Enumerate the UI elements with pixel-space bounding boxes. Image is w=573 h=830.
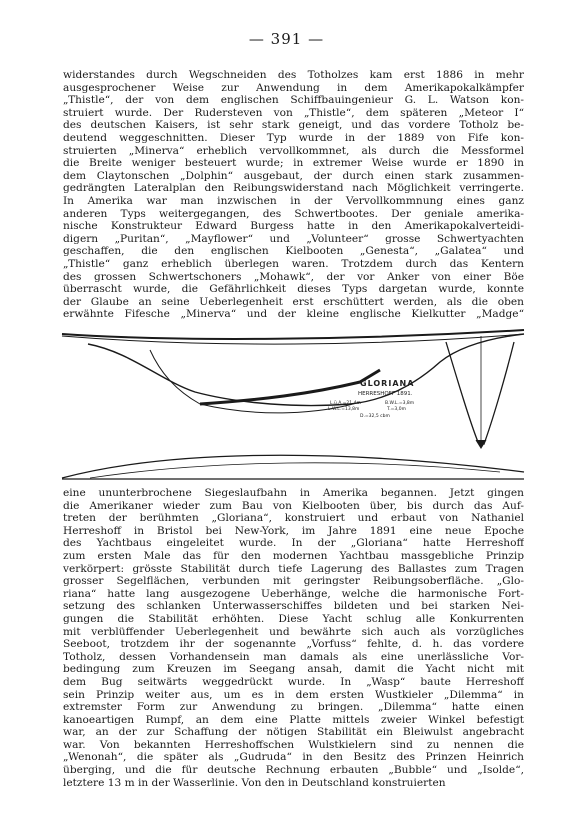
text-line: die Breite weniger besteuert wurde; in extremer Weise wurde er 1890 in [63,157,524,170]
hull-lines-svg [60,322,526,487]
paragraph-1 [63,69,524,321]
keel-profile [88,334,524,406]
text-line: struierten „Minerva“ erheblich vervollkommnet, als durch die Messformel [63,144,524,157]
text-line: des deutschen Kaisers, ist sehr stark geneigt, und das vordere Totholz be- [63,119,524,132]
text-line: deutend weggeschnitten. Dieser Typ wurde in der 1889 von Fife kon- [63,131,524,144]
gloriana-hull-drawing [60,322,526,487]
text-line: Herreshoff in Bristol bei New-York, im Jahre 1891 eine neue Epoche [63,524,524,537]
figure-title: GLORIANA [360,379,415,388]
dim-right-1: B.W.L.=3,8m [385,401,415,406]
text-line: eine ununterbrochene Siegeslaufbahn in Amerika begannen. Jetzt gingen [63,487,524,499]
text-line: zum ersten Male das für den modernen Yachtbau massgebliche Prinzip [63,549,524,562]
paragraph-2 [63,487,524,789]
text-line: des Yachtbaus eingeleitet wurde. In der „Gloriana“ hatte Herreshoff [63,537,524,550]
text-line: setzung des schlanken Unterwasserschiffes bildeten und bei starken Nei- [63,600,524,613]
sheer-line [62,330,524,339]
text-line: riana“ hatte lang ausgezogene Ueberhänge, welche die harmonische Fort- [63,587,524,600]
plan-outline-top [62,455,524,478]
text-line: digern „Puritan“, „Mayflower“ und „Volunteer“ grosse Schwertyachten [63,232,524,245]
text-line: verkörpert: grösste Stabilität durch tiefe Lagerung des Ballastes zum Tragen [63,562,524,575]
text-line: gedrängten Lateralplan den Reibungswiderstand nach Möglichkeit verringerte. [63,182,524,195]
displacement-label: D.=32,5 cbm [360,414,390,419]
text-line: mit verblüffender Ueberlegenheit und bewährte sich auch als vorzügliches [63,625,524,638]
text-line: nische Konstrukteur Edward Burgess hatte in den Amerikapokalverteidi- [63,220,524,233]
page-number: — 391 — [248,30,325,48]
text-line: der Glaube an seine Ueberlegenheit erst erschüttert werden, als die oben [63,295,524,308]
text-line: die Amerikaner wieder zum Bau von Kielbooten über, bis durch das Auf- [63,499,524,512]
text-line: treten der berühmten „Gloriana“, konstruiert und erbaut von Nathaniel [63,512,524,525]
text-line: „Wenonah“, die später als „Gudruda“ in den Besitz des Prinzen Heinrich [63,751,524,764]
text-line: geschaffen, die den englischen Kielbooten „Genesta“, „Galatea“ und [63,245,524,258]
text-line: „Thistle“ ganz erheblich überlegen waren. Trotzdem durch das Kentern [63,257,524,270]
text-line: war. Von bekannten Herreshoffschen Wulstkielern sind zu nennen die [63,738,524,751]
figure-subtitle: HERRESHOFF 1891. [358,391,413,397]
dim-left-2: L.W.L.=13,8m [328,407,360,412]
text-line: sein Prinzip weiter aus, um es in dem ersten Wustkieler „Dilemma“ in [63,688,524,701]
dim-left-1: L.ü.A.=21,4m [330,401,361,406]
text-line: letztere 13 m in der Wasserlinie. Von den in Deutschland konstruierten [63,776,446,789]
text-line: dem Claytonschen „Dolphin“ ausgebaut, der durch einen stark zusammen- [63,169,524,182]
text-line: bedingung zum Kreuzen im Seegang ansah, damit die Yacht nicht mit [63,663,524,676]
text-line: ausgesprochener Weise zur Anwendung in dem Amerikapokalkämpfer [63,81,524,94]
text-line: Totholz, dessen Vorhandensein man damals als eine unerlässliche Vor- [63,650,524,663]
text-line: war, an der zur Schaffung der nötigen Stabilität ein Bleiwulst angebracht [63,726,524,739]
text-line: des grossen Schwertschoners „Mohawk“, der vor Anker von einer Böe [63,270,524,283]
text-line: grosser Segelflächen, verbunden mit geringster Reibungsoberfläche. „Glo- [63,575,524,588]
text-line: überrascht wurde, die Gefährlichkeit dieses Typs dargetan wurde, konnte [63,283,524,296]
text-line: In Amerika war man inzwischen in der Vervollkommnung eines ganz [63,194,524,207]
hull-profile [150,350,360,413]
text-line: erwähnte Fifesche „Minerva“ und der kleine englische Kielkutter „Madge“ [63,308,524,321]
midship-section [446,342,514,444]
text-line: überging, und die für deutsche Rechnung erbauten „Bubble“ und „Isolde“, [63,764,524,777]
plan-outline-mid [90,463,500,478]
text-line: anderen Typs weitergegangen, des Schwertbootes. Der geniale amerika- [63,207,524,220]
text-line: dem Bug seitwärts weggedrückt wurde. In „Wasp“ baute Herreshoff [63,675,524,688]
text-line: struiert wurde. Der Rudersteven von „Thistle“, dem späteren „Meteor I“ [63,106,524,119]
text-line: Seeboot, trotzdem ihr der sogenannte „Vorfuss“ fehlte, d. h. das vordere [63,638,524,651]
text-line: widerstandes durch Wegschneiden des Totholzes kam erst 1886 in mehr [63,69,524,81]
text-line: kanoeartigen Rumpf, an dem eine Platte mittels zweier Winkel befestigt [63,713,524,726]
dim-right-2: T.=3,0m [387,407,406,412]
text-line: gungen die Stabilität erhöhten. Diese Yacht schlug alle Konkurrenten [63,612,524,625]
text-line: extremster Form zur Anwendung zu bringen. „Dilemma“ hatte einen [63,701,524,714]
text-line: „Thistle“, der von dem englischen Schiffbauingenieur G. L. Watson kon- [63,94,524,107]
